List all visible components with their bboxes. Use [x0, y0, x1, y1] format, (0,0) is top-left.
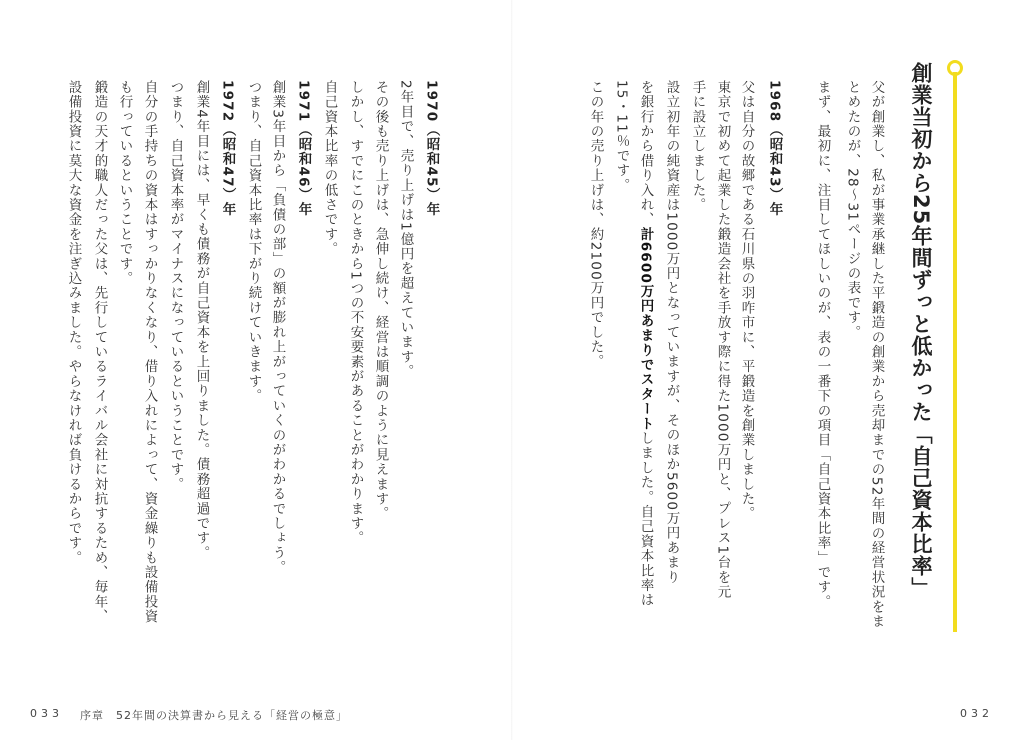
year-heading: 1972（昭和47）年 — [219, 80, 236, 218]
running-head: 序章 52年間の決算書から見える「経営の極意」 — [80, 709, 348, 722]
body-line: 東京で初めて起業した鍛造会社を手放す際に得た1000万円と、プレス1台を元 — [714, 80, 731, 600]
body-line: つまり、自己資本率がマイナスになっているということです。 — [167, 80, 184, 492]
page-number-right: 032 — [960, 707, 993, 720]
page-number-left: 033 — [30, 707, 63, 720]
body-line: 創業3年目から「負債の部」の額が膨れ上がっていくのがわかるでしょう。 — [269, 80, 286, 575]
body-line: 鍛造の天才的職人だった父は、先行しているライバル会社に対抗するため、毎年、 — [91, 80, 108, 624]
body-line: 自己資本比率の低さです。 — [321, 80, 338, 257]
body-line: 手に設立しました。 — [689, 80, 706, 213]
year-heading: 1971（昭和46）年 — [295, 80, 312, 218]
page-gutter — [511, 0, 513, 740]
emphasis-text: 計6600万円あまりでスタート — [637, 227, 654, 432]
body-line: も行っているということです。 — [116, 80, 133, 286]
body-line: この年の売り上げは、約2100万円でした。 — [587, 80, 604, 370]
body-line: 設立初年の純資産は1000万円となっていますが、そのほか5600万円あまり — [663, 80, 680, 585]
body-line-emphasis — [638, 80, 652, 607]
body-line: 2年目で、売り上げは1億円を超えています。 — [397, 80, 414, 379]
body-line: まず、最初に、注目してほしいのが、表の一番下の項目「自己資本比率」です。 — [814, 80, 831, 610]
body-line: 15・11％です。 — [613, 80, 630, 193]
body-line: 自分の手持ちの資本はすっかりなくなり、借り入れによって、資金繰りも設備投資 — [141, 80, 158, 624]
heading-accent-bar — [953, 72, 957, 632]
body-line: つまり、自己資本比率は下がり続けていきます。 — [245, 80, 262, 404]
section-heading: 創業当初から25年間ずっと低かった「自己資本比率」 — [909, 62, 933, 600]
body-line: 父が創業し、私が事業承継した平鍛造の創業から売却までの52年間の経営状況をま — [868, 80, 885, 629]
body-line: 設備投資に莫大な資金を注ぎ込みました。やらなければ負けるからです。 — [65, 80, 82, 566]
body-text: しました。自己資本比率は — [637, 431, 654, 608]
body-line: とめたのが、28～31ページの表です。 — [844, 80, 861, 340]
body-text: を銀行から借り入れ、 — [637, 80, 654, 227]
body-line: 父は自分の故郷である石川県の羽咋市に、平鍛造を創業しました。 — [738, 80, 755, 521]
year-heading: 1968（昭和43）年 — [766, 80, 783, 218]
body-line: 創業4年目には、早くも債務が自己資本を上回りました。債務超過です。 — [193, 80, 210, 561]
body-line: しかし、すでにこのときから1つの不安要素があることがわかります。 — [347, 80, 364, 546]
body-line: その後も売り上げは、急伸し続け、経営は順調のように見えます。 — [372, 80, 389, 521]
year-heading: 1970（昭和45）年 — [423, 80, 440, 218]
